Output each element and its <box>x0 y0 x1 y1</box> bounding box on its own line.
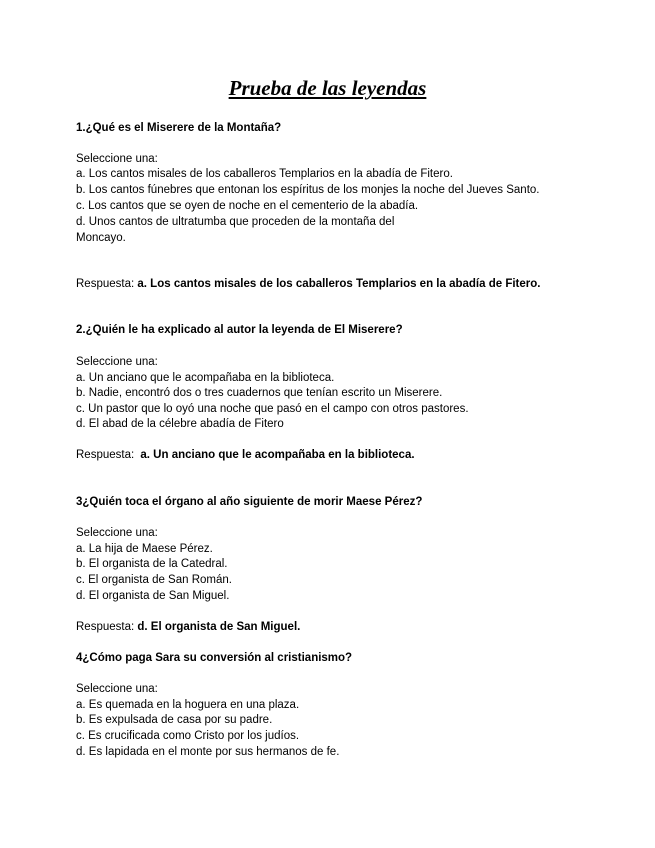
q4-option-a: a. Es quemada en la hoguera en una plaza. <box>76 699 300 711</box>
q2-option-c: c. Un pastor que lo oyó una noche que pasó en el campo con otros pastores. <box>76 403 469 415</box>
q1-option-d: d. Unos cantos de ultratumba que proceden de la montaña del <box>76 216 395 228</box>
q3-option-b: b. El organista de la Catedral. <box>76 558 228 570</box>
question-2: 2.¿Quién le ha explicado al autor la leyenda de El Miserere? <box>76 324 403 336</box>
q4-option-c: c. Es crucificada como Cristo por los judíos. <box>76 730 300 742</box>
answer-3-text: d. El organista de San Miguel. <box>137 621 301 633</box>
q2-option-b: b. Nadie, encontró dos o tres cuadernos que tenían escrito un Miserere. <box>76 387 443 399</box>
q1-option-c: c. Los cantos que se oyen de noche en el cementerio de la abadía. <box>76 200 419 212</box>
q2-option-a: a. Un anciano que le acompañaba en la biblioteca. <box>76 372 335 384</box>
q1-option-b: b. Los cantos fúnebres que entonan los espíritus de los monjes la noche del Jueves Santo. <box>76 184 540 196</box>
select-label-2: Seleccione una: <box>76 356 158 368</box>
question-1: 1.¿Qué es el Miserere de la Montaña? <box>76 122 282 134</box>
answer-label-2: Respuesta: <box>76 449 135 461</box>
q3-option-d: d. El organista de San Miguel. <box>76 590 230 602</box>
q1-option-d-cont: Moncayo. <box>76 232 126 244</box>
answer-2-text: a. Un anciano que le acompañaba en la biblioteca. <box>140 449 415 461</box>
answer-label-3: Respuesta: <box>76 621 135 633</box>
q3-option-a: a. La hija de Maese Pérez. <box>76 543 213 555</box>
select-label-1: Seleccione una: <box>76 153 158 165</box>
answer-1-text: a. Los cantos misales de los caballeros Templarios en la abadía de Fitero. <box>137 278 541 290</box>
q3-option-c: c. El organista de San Román. <box>76 574 232 586</box>
q4-option-d: d. Es lapidada en el monte por sus hermanos de fe. <box>76 746 340 758</box>
answer-3 <box>76 620 300 634</box>
question-4: 4¿Cómo paga Sara su conversión al cristianismo? <box>76 652 353 664</box>
q1-option-a: a. Los cantos misales de los caballeros Templarios en la abadía de Fitero. <box>76 168 453 180</box>
select-label-4: Seleccione una: <box>76 683 158 695</box>
answer-2 <box>76 448 415 462</box>
answer-label-1: Respuesta: <box>76 278 135 290</box>
q4-option-b: b. Es expulsada de casa por su padre. <box>76 714 273 726</box>
question-3: 3¿Quién toca el órgano al año siguiente de morir Maese Pérez? <box>76 496 423 508</box>
answer-1 <box>76 277 540 291</box>
document-title: Prueba de las leyendas <box>228 76 427 100</box>
q2-option-d: d. El abad de la célebre abadía de Fitero <box>76 418 284 430</box>
select-label-3: Seleccione una: <box>76 527 158 539</box>
